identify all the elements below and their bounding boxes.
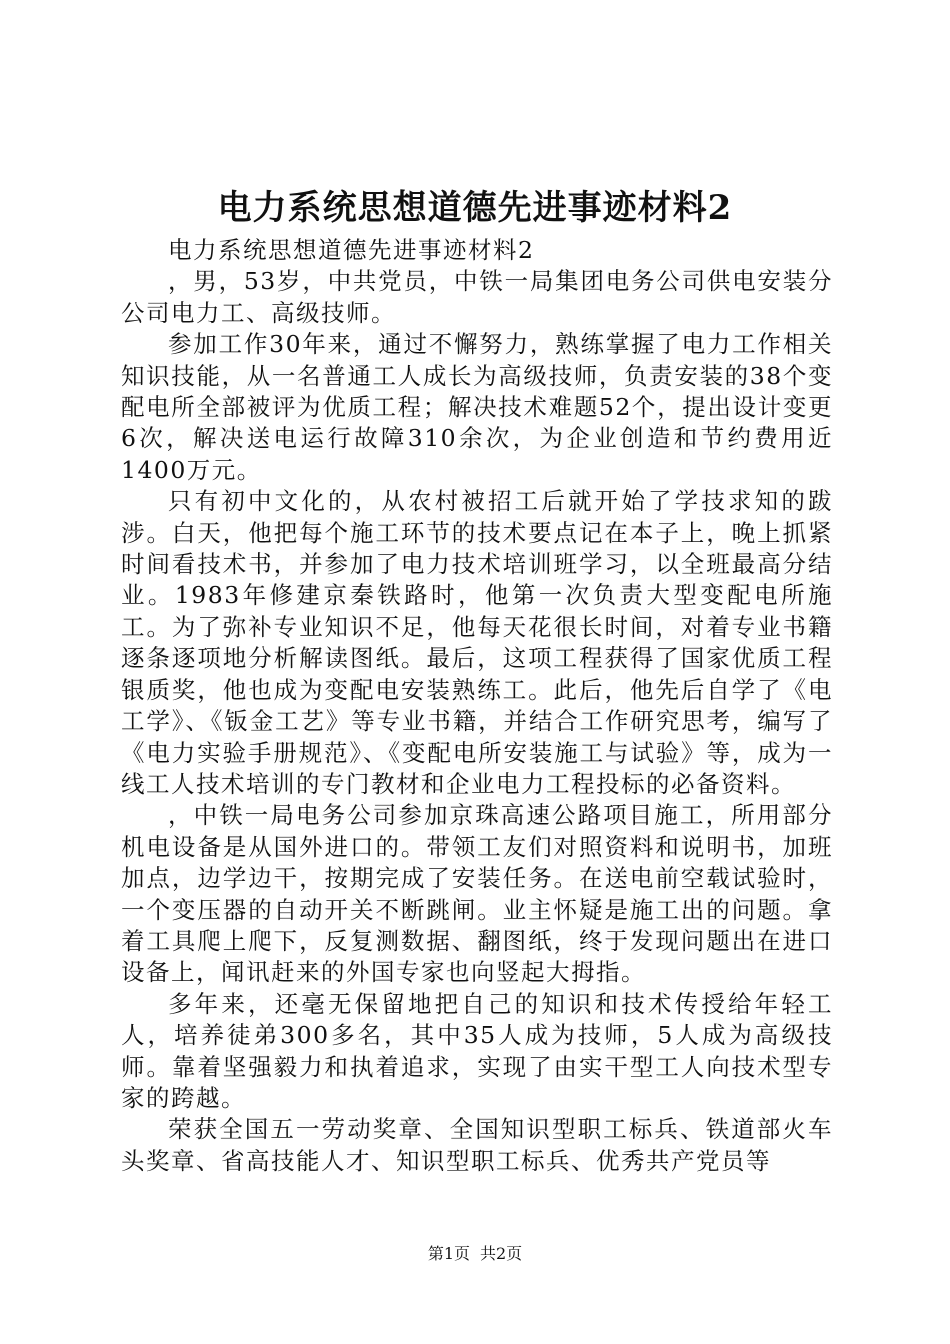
document-body xyxy=(121,235,833,1177)
paragraph: 参加工作30年来，通过不懈努力，熟练掌握了电力工作相关知识技能，从一名普通工人成长为高级技师，负责安装的38个变配电所全部被评为优质工程；解决技术难题52个，提出设计变更6次，解决送电运行故障310余次，为企业创造和节约费用近1400万元。 xyxy=(121,330,833,484)
document-title: 电力系统思想道德先进事迹材料2 xyxy=(217,188,733,228)
paragraph: 电力系统思想道德先进事迹材料2 xyxy=(168,236,535,264)
paragraph: ，男，53岁，中共党员，中铁一局集团电务公司供电安装分公司电力工、高级技师。 xyxy=(121,267,833,327)
page-number: 第1页 xyxy=(427,1244,470,1263)
paragraph: 只有初中文化的，从农村被招工后就开始了学技求知的跋涉。白天，他把每个施工环节的技术要点记在本子上，晚上抓紧时间看技术书，并参加了电力技术培训班学习，以全班最高分结业。1983年修建京秦铁路时，他第一次负责大型变配电所施工。为了弥补专业知识不足，他每天花很长时间，对着专业书籍逐条逐项地分析解读图纸。最后，这项工程获得了国家优质工程银质奖，他也成为变配电安装熟练工。此后，他先后自学了《电工学》、《钣金工艺》等专业书籍，并结合工作研究思考，编写了《电力实验手册规范》、《变配电所安装施工与试验》等，成为一线工人技术培训的专门教材和企业电力工程投标的必备资料。 xyxy=(121,487,833,798)
paragraph: ，中铁一局电务公司参加京珠高速公路项目施工，所用部分机电设备是从国外进口的。带领工友们对照资料和说明书，加班加点，边学边干，按期完成了安装任务。在送电前空载试验时，一个变压器的自动开关不断跳闸。业主怀疑是施工出的问题。拿着工具爬上爬下，反复测数据、翻图纸，终于发现问题出在进口设备上，闻讯赶来的外国专家也向竖起大拇指。 xyxy=(121,801,833,987)
page-footer xyxy=(0,1242,950,1266)
paragraph: 荣获全国五一劳动奖章、全国知识型职工标兵、铁道部火车头奖章、省高技能人才、知识型职工标兵、优秀共产党员等 xyxy=(121,1115,833,1175)
paragraph: 多年来，还毫无保留地把自己的知识和技术传授给年轻工人，培养徒弟300多名，其中35人成为技师，5人成为高级技师。靠着坚强毅力和执着追求，实现了由实干型工人向技术型专家的跨越。 xyxy=(121,989,833,1112)
page-total: 共2页 xyxy=(480,1244,523,1263)
